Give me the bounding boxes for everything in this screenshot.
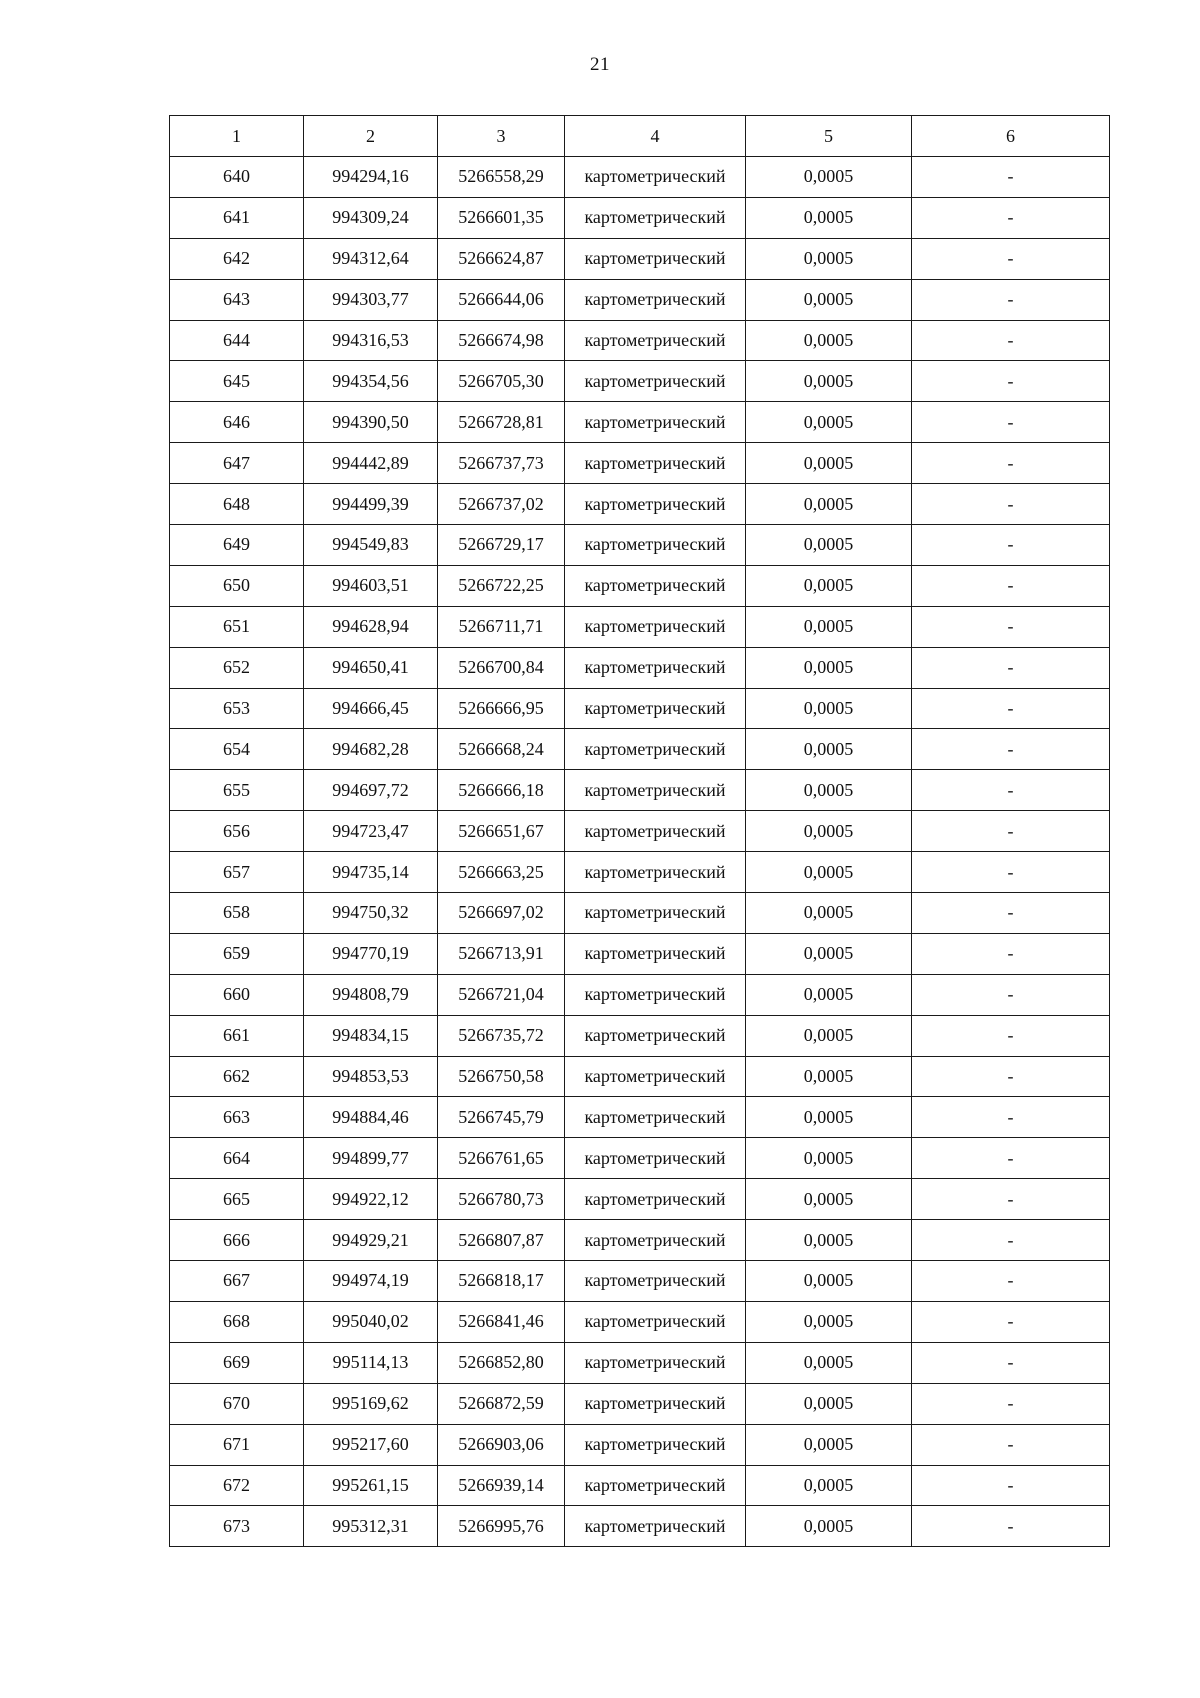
table-row xyxy=(170,443,1110,484)
method-cell: картометрический xyxy=(565,1138,746,1179)
table-row xyxy=(170,1056,1110,1097)
method-cell: картометрический xyxy=(565,238,746,279)
method-cell: картометрический xyxy=(565,688,746,729)
table-row xyxy=(170,1015,1110,1056)
note-cell: - xyxy=(912,525,1110,566)
method-cell: картометрический xyxy=(565,197,746,238)
method-cell: картометрический xyxy=(565,484,746,525)
y-coordinate-cell: 5266745,79 xyxy=(438,1097,565,1138)
y-coordinate-cell: 5266735,72 xyxy=(438,1015,565,1056)
x-coordinate-cell: 994309,24 xyxy=(304,197,438,238)
x-coordinate-cell: 994899,77 xyxy=(304,1138,438,1179)
point-number-cell: 640 xyxy=(170,157,304,198)
table-header-row xyxy=(170,116,1110,157)
point-number-cell: 642 xyxy=(170,238,304,279)
x-coordinate-cell: 994682,28 xyxy=(304,729,438,770)
table-row xyxy=(170,1179,1110,1220)
note-cell: - xyxy=(912,565,1110,606)
x-coordinate-cell: 994834,15 xyxy=(304,1015,438,1056)
method-cell: картометрический xyxy=(565,893,746,934)
x-coordinate-cell: 994697,72 xyxy=(304,770,438,811)
note-cell: - xyxy=(912,1015,1110,1056)
table-row xyxy=(170,320,1110,361)
x-coordinate-cell: 994303,77 xyxy=(304,279,438,320)
table-row xyxy=(170,1301,1110,1342)
note-cell: - xyxy=(912,1179,1110,1220)
note-cell: - xyxy=(912,238,1110,279)
note-cell: - xyxy=(912,1301,1110,1342)
accuracy-cell: 0,0005 xyxy=(746,1220,912,1261)
note-cell: - xyxy=(912,688,1110,729)
point-number-cell: 670 xyxy=(170,1383,304,1424)
method-cell: картометрический xyxy=(565,320,746,361)
y-coordinate-cell: 5266841,46 xyxy=(438,1301,565,1342)
point-number-cell: 645 xyxy=(170,361,304,402)
table-row xyxy=(170,770,1110,811)
accuracy-cell: 0,0005 xyxy=(746,933,912,974)
table-row xyxy=(170,565,1110,606)
point-number-cell: 665 xyxy=(170,1179,304,1220)
note-cell: - xyxy=(912,197,1110,238)
x-coordinate-cell: 994390,50 xyxy=(304,402,438,443)
y-coordinate-cell: 5266711,71 xyxy=(438,606,565,647)
method-cell: картометрический xyxy=(565,729,746,770)
accuracy-cell: 0,0005 xyxy=(746,361,912,402)
accuracy-cell: 0,0005 xyxy=(746,893,912,934)
table-row xyxy=(170,197,1110,238)
note-cell: - xyxy=(912,933,1110,974)
x-coordinate-cell: 994853,53 xyxy=(304,1056,438,1097)
point-number-cell: 659 xyxy=(170,933,304,974)
accuracy-cell: 0,0005 xyxy=(746,1056,912,1097)
point-number-cell: 666 xyxy=(170,1220,304,1261)
table-row xyxy=(170,1342,1110,1383)
y-coordinate-cell: 5266818,17 xyxy=(438,1261,565,1302)
x-coordinate-cell: 994442,89 xyxy=(304,443,438,484)
accuracy-cell: 0,0005 xyxy=(746,647,912,688)
y-coordinate-cell: 5266601,35 xyxy=(438,197,565,238)
accuracy-cell: 0,0005 xyxy=(746,1179,912,1220)
method-cell: картометрический xyxy=(565,811,746,852)
note-cell: - xyxy=(912,1097,1110,1138)
accuracy-cell: 0,0005 xyxy=(746,1097,912,1138)
method-cell: картометрический xyxy=(565,770,746,811)
column-header-3: 3 xyxy=(438,116,565,157)
y-coordinate-cell: 5266666,18 xyxy=(438,770,565,811)
note-cell: - xyxy=(912,1465,1110,1506)
note-cell: - xyxy=(912,1424,1110,1465)
column-header-2: 2 xyxy=(304,116,438,157)
x-coordinate-cell: 994628,94 xyxy=(304,606,438,647)
point-number-cell: 643 xyxy=(170,279,304,320)
note-cell: - xyxy=(912,1506,1110,1547)
table-row xyxy=(170,688,1110,729)
method-cell: картометрический xyxy=(565,974,746,1015)
note-cell: - xyxy=(912,443,1110,484)
accuracy-cell: 0,0005 xyxy=(746,1465,912,1506)
y-coordinate-cell: 5266697,02 xyxy=(438,893,565,934)
method-cell: картометрический xyxy=(565,1424,746,1465)
method-cell: картометрический xyxy=(565,1506,746,1547)
table-row xyxy=(170,933,1110,974)
column-header-1: 1 xyxy=(170,116,304,157)
point-number-cell: 664 xyxy=(170,1138,304,1179)
column-header-5: 5 xyxy=(746,116,912,157)
table-row xyxy=(170,974,1110,1015)
accuracy-cell: 0,0005 xyxy=(746,729,912,770)
note-cell: - xyxy=(912,320,1110,361)
note-cell: - xyxy=(912,1138,1110,1179)
point-number-cell: 661 xyxy=(170,1015,304,1056)
y-coordinate-cell: 5266903,06 xyxy=(438,1424,565,1465)
point-number-cell: 651 xyxy=(170,606,304,647)
y-coordinate-cell: 5266705,30 xyxy=(438,361,565,402)
note-cell: - xyxy=(912,729,1110,770)
y-coordinate-cell: 5266721,04 xyxy=(438,974,565,1015)
x-coordinate-cell: 994312,64 xyxy=(304,238,438,279)
point-number-cell: 646 xyxy=(170,402,304,443)
method-cell: картометрический xyxy=(565,565,746,606)
point-number-cell: 652 xyxy=(170,647,304,688)
table-row xyxy=(170,606,1110,647)
x-coordinate-cell: 995312,31 xyxy=(304,1506,438,1547)
y-coordinate-cell: 5266761,65 xyxy=(438,1138,565,1179)
table-row xyxy=(170,1465,1110,1506)
accuracy-cell: 0,0005 xyxy=(746,157,912,198)
note-cell: - xyxy=(912,1383,1110,1424)
point-number-cell: 667 xyxy=(170,1261,304,1302)
table-row xyxy=(170,852,1110,893)
x-coordinate-cell: 994603,51 xyxy=(304,565,438,606)
point-number-cell: 655 xyxy=(170,770,304,811)
method-cell: картометрический xyxy=(565,933,746,974)
point-number-cell: 669 xyxy=(170,1342,304,1383)
accuracy-cell: 0,0005 xyxy=(746,402,912,443)
method-cell: картометрический xyxy=(565,647,746,688)
table-row xyxy=(170,647,1110,688)
accuracy-cell: 0,0005 xyxy=(746,688,912,729)
point-number-cell: 671 xyxy=(170,1424,304,1465)
x-coordinate-cell: 995217,60 xyxy=(304,1424,438,1465)
point-number-cell: 657 xyxy=(170,852,304,893)
y-coordinate-cell: 5266807,87 xyxy=(438,1220,565,1261)
x-coordinate-cell: 994929,21 xyxy=(304,1220,438,1261)
y-coordinate-cell: 5266729,17 xyxy=(438,525,565,566)
y-coordinate-cell: 5266663,25 xyxy=(438,852,565,893)
accuracy-cell: 0,0005 xyxy=(746,1138,912,1179)
note-cell: - xyxy=(912,484,1110,525)
point-number-cell: 644 xyxy=(170,320,304,361)
accuracy-cell: 0,0005 xyxy=(746,525,912,566)
method-cell: картометрический xyxy=(565,157,746,198)
accuracy-cell: 0,0005 xyxy=(746,443,912,484)
y-coordinate-cell: 5266713,91 xyxy=(438,933,565,974)
method-cell: картометрический xyxy=(565,279,746,320)
table-row xyxy=(170,1261,1110,1302)
method-cell: картометрический xyxy=(565,443,746,484)
accuracy-cell: 0,0005 xyxy=(746,1301,912,1342)
y-coordinate-cell: 5266852,80 xyxy=(438,1342,565,1383)
point-number-cell: 647 xyxy=(170,443,304,484)
y-coordinate-cell: 5266995,76 xyxy=(438,1506,565,1547)
method-cell: картометрический xyxy=(565,1342,746,1383)
column-header-4: 4 xyxy=(565,116,746,157)
y-coordinate-cell: 5266939,14 xyxy=(438,1465,565,1506)
accuracy-cell: 0,0005 xyxy=(746,1261,912,1302)
method-cell: картометрический xyxy=(565,1465,746,1506)
x-coordinate-cell: 994650,41 xyxy=(304,647,438,688)
x-coordinate-cell: 994974,19 xyxy=(304,1261,438,1302)
method-cell: картометрический xyxy=(565,852,746,893)
table-row xyxy=(170,279,1110,320)
note-cell: - xyxy=(912,974,1110,1015)
point-number-cell: 662 xyxy=(170,1056,304,1097)
x-coordinate-cell: 994499,39 xyxy=(304,484,438,525)
y-coordinate-cell: 5266737,73 xyxy=(438,443,565,484)
accuracy-cell: 0,0005 xyxy=(746,238,912,279)
x-coordinate-cell: 994666,45 xyxy=(304,688,438,729)
y-coordinate-cell: 5266668,24 xyxy=(438,729,565,770)
point-number-cell: 656 xyxy=(170,811,304,852)
x-coordinate-cell: 994922,12 xyxy=(304,1179,438,1220)
accuracy-cell: 0,0005 xyxy=(746,811,912,852)
accuracy-cell: 0,0005 xyxy=(746,484,912,525)
point-number-cell: 672 xyxy=(170,1465,304,1506)
method-cell: картометрический xyxy=(565,1301,746,1342)
table-body xyxy=(170,157,1110,1547)
accuracy-cell: 0,0005 xyxy=(746,1015,912,1056)
method-cell: картометрический xyxy=(565,525,746,566)
y-coordinate-cell: 5266722,25 xyxy=(438,565,565,606)
y-coordinate-cell: 5266644,06 xyxy=(438,279,565,320)
note-cell: - xyxy=(912,770,1110,811)
x-coordinate-cell: 994808,79 xyxy=(304,974,438,1015)
table-row xyxy=(170,1097,1110,1138)
note-cell: - xyxy=(912,852,1110,893)
y-coordinate-cell: 5266737,02 xyxy=(438,484,565,525)
x-coordinate-cell: 995169,62 xyxy=(304,1383,438,1424)
point-number-cell: 641 xyxy=(170,197,304,238)
table-row xyxy=(170,1424,1110,1465)
y-coordinate-cell: 5266651,67 xyxy=(438,811,565,852)
note-cell: - xyxy=(912,893,1110,934)
method-cell: картометрический xyxy=(565,1015,746,1056)
y-coordinate-cell: 5266624,87 xyxy=(438,238,565,279)
x-coordinate-cell: 994884,46 xyxy=(304,1097,438,1138)
accuracy-cell: 0,0005 xyxy=(746,279,912,320)
note-cell: - xyxy=(912,402,1110,443)
note-cell: - xyxy=(912,1056,1110,1097)
y-coordinate-cell: 5266558,29 xyxy=(438,157,565,198)
point-number-cell: 658 xyxy=(170,893,304,934)
x-coordinate-cell: 994750,32 xyxy=(304,893,438,934)
point-number-cell: 663 xyxy=(170,1097,304,1138)
note-cell: - xyxy=(912,606,1110,647)
table-row xyxy=(170,525,1110,566)
note-cell: - xyxy=(912,1261,1110,1302)
method-cell: картометрический xyxy=(565,1261,746,1302)
x-coordinate-cell: 995114,13 xyxy=(304,1342,438,1383)
table-row xyxy=(170,402,1110,443)
accuracy-cell: 0,0005 xyxy=(746,320,912,361)
x-coordinate-cell: 995261,15 xyxy=(304,1465,438,1506)
method-cell: картометрический xyxy=(565,1056,746,1097)
x-coordinate-cell: 994316,53 xyxy=(304,320,438,361)
table-row xyxy=(170,1383,1110,1424)
y-coordinate-cell: 5266750,58 xyxy=(438,1056,565,1097)
point-number-cell: 654 xyxy=(170,729,304,770)
accuracy-cell: 0,0005 xyxy=(746,1506,912,1547)
y-coordinate-cell: 5266700,84 xyxy=(438,647,565,688)
accuracy-cell: 0,0005 xyxy=(746,565,912,606)
table-row xyxy=(170,1506,1110,1547)
table-row xyxy=(170,157,1110,198)
note-cell: - xyxy=(912,647,1110,688)
accuracy-cell: 0,0005 xyxy=(746,1342,912,1383)
accuracy-cell: 0,0005 xyxy=(746,852,912,893)
note-cell: - xyxy=(912,1220,1110,1261)
accuracy-cell: 0,0005 xyxy=(746,770,912,811)
method-cell: картометрический xyxy=(565,606,746,647)
x-coordinate-cell: 994723,47 xyxy=(304,811,438,852)
method-cell: картометрический xyxy=(565,402,746,443)
method-cell: картометрический xyxy=(565,361,746,402)
method-cell: картометрический xyxy=(565,1383,746,1424)
table-row xyxy=(170,729,1110,770)
x-coordinate-cell: 994354,56 xyxy=(304,361,438,402)
table-row xyxy=(170,1220,1110,1261)
table-row xyxy=(170,361,1110,402)
y-coordinate-cell: 5266666,95 xyxy=(438,688,565,729)
y-coordinate-cell: 5266780,73 xyxy=(438,1179,565,1220)
x-coordinate-cell: 994294,16 xyxy=(304,157,438,198)
column-header-6: 6 xyxy=(912,116,1110,157)
accuracy-cell: 0,0005 xyxy=(746,1424,912,1465)
accuracy-cell: 0,0005 xyxy=(746,606,912,647)
x-coordinate-cell: 994770,19 xyxy=(304,933,438,974)
point-number-cell: 648 xyxy=(170,484,304,525)
note-cell: - xyxy=(912,811,1110,852)
point-number-cell: 660 xyxy=(170,974,304,1015)
method-cell: картометрический xyxy=(565,1179,746,1220)
method-cell: картометрический xyxy=(565,1097,746,1138)
point-number-cell: 650 xyxy=(170,565,304,606)
y-coordinate-cell: 5266674,98 xyxy=(438,320,565,361)
table-row xyxy=(170,893,1110,934)
table-row xyxy=(170,238,1110,279)
x-coordinate-cell: 994735,14 xyxy=(304,852,438,893)
point-number-cell: 668 xyxy=(170,1301,304,1342)
point-number-cell: 673 xyxy=(170,1506,304,1547)
accuracy-cell: 0,0005 xyxy=(746,1383,912,1424)
accuracy-cell: 0,0005 xyxy=(746,974,912,1015)
table-row xyxy=(170,811,1110,852)
method-cell: картометрический xyxy=(565,1220,746,1261)
coordinates-table xyxy=(169,115,1110,1547)
note-cell: - xyxy=(912,157,1110,198)
note-cell: - xyxy=(912,279,1110,320)
point-number-cell: 649 xyxy=(170,525,304,566)
x-coordinate-cell: 994549,83 xyxy=(304,525,438,566)
y-coordinate-cell: 5266872,59 xyxy=(438,1383,565,1424)
table-row xyxy=(170,1138,1110,1179)
note-cell: - xyxy=(912,1342,1110,1383)
x-coordinate-cell: 995040,02 xyxy=(304,1301,438,1342)
table-row xyxy=(170,484,1110,525)
page-number: 21 xyxy=(590,54,610,75)
y-coordinate-cell: 5266728,81 xyxy=(438,402,565,443)
accuracy-cell: 0,0005 xyxy=(746,197,912,238)
point-number-cell: 653 xyxy=(170,688,304,729)
note-cell: - xyxy=(912,361,1110,402)
